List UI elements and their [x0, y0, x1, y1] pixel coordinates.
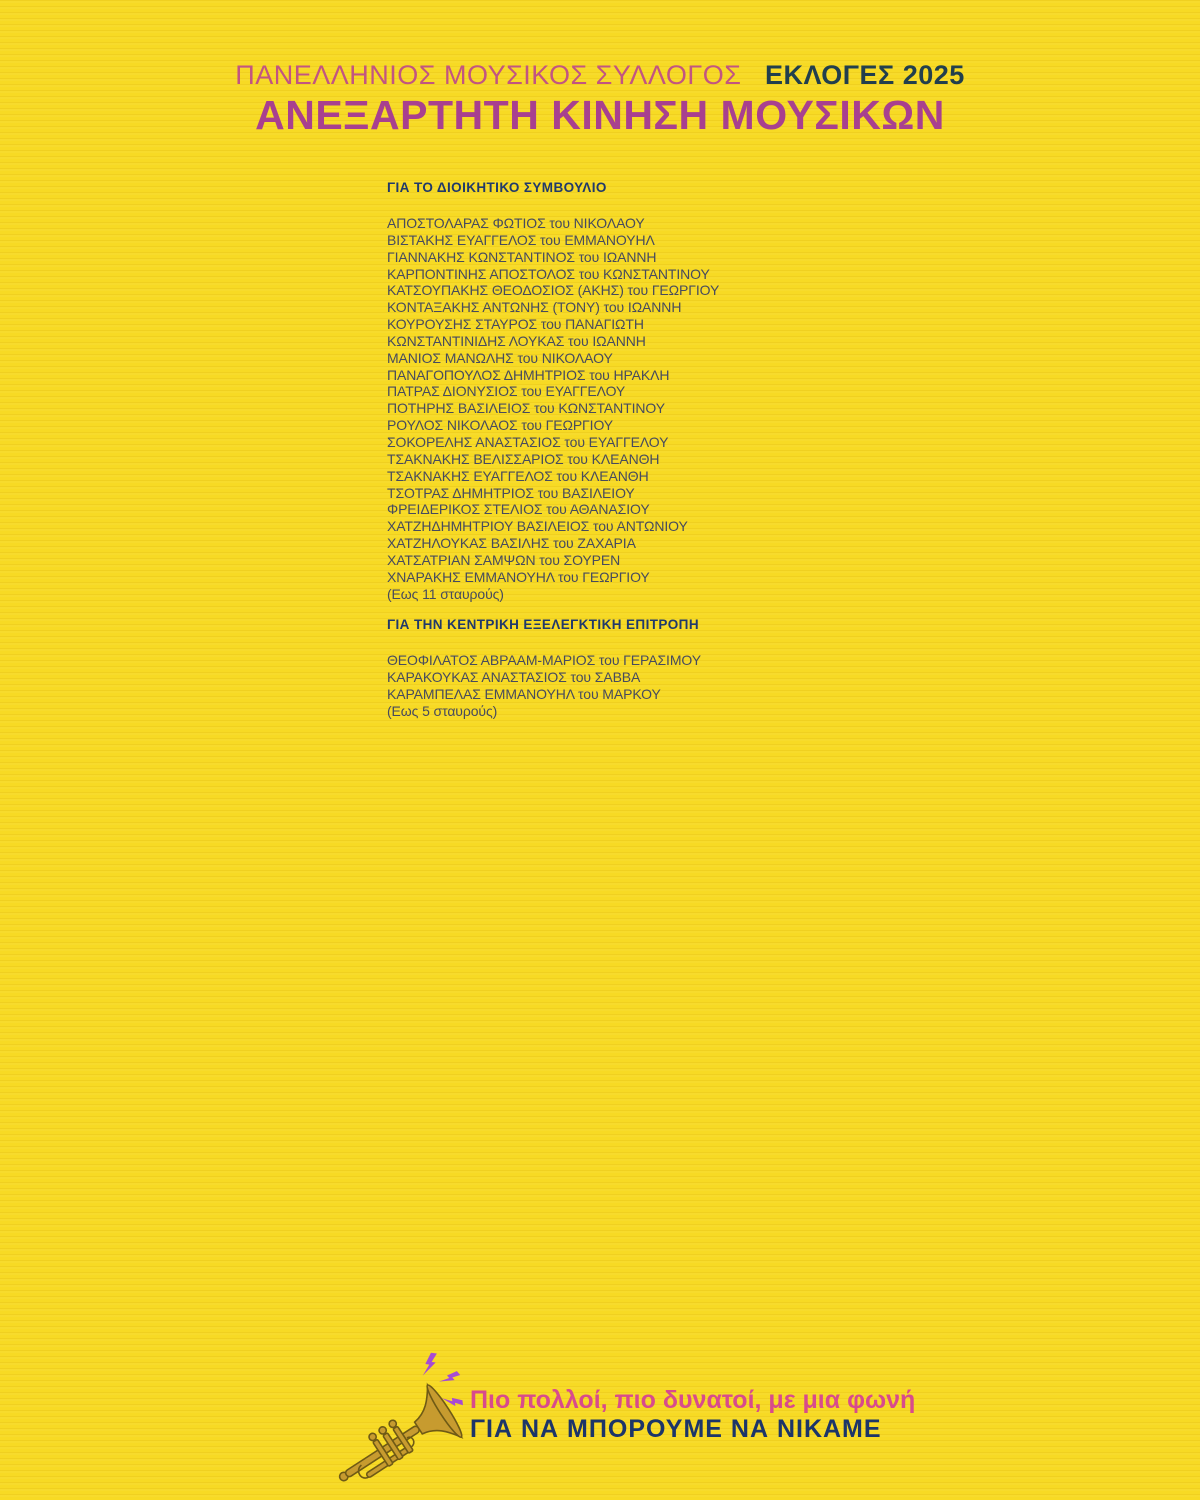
slogan-line-1: Πιο πολλοί, πιο δυνατοί, με μια φωνή: [470, 1386, 916, 1414]
committee-section-heading: ΓΙΑ ΤΗΝ ΚΕΝΤΡΙΚΗ ΕΞΕΛΕΓΚΤΙΚΗ ΕΠΙΤΡΟΠΗ: [387, 617, 699, 633]
candidate-row: ΠΟΤΗΡΗΣ ΒΑΣΙΛΕΙΟΣ του ΚΩΝΣΤΑΝΤΙΝΟΥ: [387, 400, 666, 417]
candidate-row: ΚΑΤΣΟΥΠΑΚΗΣ ΘΕΟΔΟΣΙΟΣ (ΑΚΗΣ) του ΓΕΩΡΓΙΟΥ: [387, 282, 720, 299]
committee-candidate-list: [387, 652, 1007, 703]
candidate-row: ΒΙΣΤΑΚΗΣ ΕΥΑΓΓΕΛΟΣ του ΕΜΜΑΝΟΥΗΛ: [387, 231, 655, 248]
committee-cross-limit-note: (Εως 5 σταυρούς): [387, 702, 498, 719]
candidate-row: ΚΑΡΑΚΟΥΚΑΣ ΑΝΑΣΤΑΣΙΟΣ του ΣΑΒΒΑ: [387, 669, 641, 686]
candidate-row: ΧΑΤΖΗΛΟΥΚΑΣ ΒΑΣΙΛΗΣ του ΖΑΧΑΡΙΑ: [387, 535, 636, 552]
candidate-row: ΤΣΑΚΝΑΚΗΣ ΕΥΑΓΓΕΛΟΣ του ΚΛΕΑΝΘΗ: [387, 467, 649, 484]
footer-slogan: [470, 1386, 915, 1444]
candidate-row: ΡΟΥΛΟΣ ΝΙΚΟΛΑΟΣ του ΓΕΩΡΓΙΟΥ: [387, 417, 614, 434]
candidate-row: ΚΑΡΠΟΝΤΙΝΗΣ ΑΠΟΣΤΟΛΟΣ του ΚΩΝΣΤΑΝΤΙΝΟΥ: [387, 265, 710, 282]
candidate-row: ΑΠΟΣΤΟΛΑΡΑΣ ΦΩΤΙΟΣ του ΝΙΚΟΛΑΟΥ: [387, 215, 645, 231]
candidate-row: ΤΣΑΚΝΑΚΗΣ ΒΕΛΙΣΣΑΡΙΟΣ του ΚΛΕΑΝΘΗ: [387, 450, 660, 467]
election-year: ΕΚΛΟΓΕΣ 2025: [764, 60, 965, 90]
candidate-row: ΦΡΕΙΔΕΡΙΚΟΣ ΣΤΕΛΙΟΣ του ΑΘΑΝΑΣΙΟΥ: [387, 501, 650, 518]
committee-section: [387, 617, 1007, 719]
organization-name: ΠΑΝΕΛΛΗΝΙΟΣ ΜΟΥΣΙΚΟΣ ΣΥΛΛΟΓΟΣ: [235, 60, 742, 90]
board-cross-limit-note: (Εως 11 σταυρούς): [387, 585, 504, 602]
board-candidate-list: [387, 215, 1007, 586]
candidate-row: ΧΑΤΖΗΔΗΜΗΤΡΙΟΥ ΒΑΣΙΛΕΙΟΣ του ΑΝΤΩΝΙΟΥ: [387, 518, 688, 535]
board-section-heading: ΓΙΑ ΤΟ ΔΙΟΙΚΗΤΙΚΟ ΣΥΜΒΟΥΛΙΟ: [387, 180, 607, 195]
trumpet-icon: [330, 1350, 488, 1486]
candidate-row: ΜΑΝΙΟΣ ΜΑΝΩΛΗΣ του ΝΙΚΟΛΑΟΥ: [387, 349, 613, 366]
candidate-row: ΣΟΚΟΡΕΛΗΣ ΑΝΑΣΤΑΣΙΟΣ του ΕΥΑΓΓΕΛΟΥ: [387, 433, 669, 450]
slogan-line-2: ΓΙΑ ΝΑ ΜΠΟΡΟΥΜΕ ΝΑ ΝΙΚΑΜΕ: [470, 1415, 882, 1443]
page-title: ΑΝΕΞΑΡΤΗΤΗ ΚΙΝΗΣΗ ΜΟΥΣΙΚΩΝ: [255, 92, 945, 138]
candidate-row: ΚΟΝΤΑΞΑΚΗΣ ΑΝΤΩΝΗΣ (ΤΟΝΥ) του ΙΩΑΝΝΗ: [387, 299, 682, 316]
candidate-row: ΘΕΟΦΙΛΑΤΟΣ ΑΒΡΑΑΜ-ΜΑΡΙΟΣ του ΓΕΡΑΣΙΜΟΥ: [387, 652, 701, 669]
candidate-columns: [387, 180, 1007, 720]
footer-artwork: [330, 1350, 488, 1486]
candidate-row: ΤΣΟΤΡΑΣ ΔΗΜΗΤΡΙΟΣ του ΒΑΣΙΛΕΙΟΥ: [387, 484, 635, 501]
header-line: [0, 60, 1200, 90]
candidate-row: ΠΑΤΡΑΣ ΔΙΟΝΥΣΙΟΣ του ΕΥΑΓΓΕΛΟΥ: [387, 383, 626, 400]
candidate-row: ΧΑΤΣΑΤΡΙΑΝ ΣΑΜΨΩΝ του ΣΟΥΡΕΝ: [387, 551, 621, 568]
candidate-row: ΧΝΑΡΑΚΗΣ ΕΜΜΑΝΟΥΗΛ του ΓΕΩΡΓΙΟΥ: [387, 568, 650, 585]
candidate-row: ΚΑΡΑΜΠΕΛΑΣ ΕΜΜΑΝΟΥΗΛ του ΜΑΡΚΟΥ: [387, 686, 661, 703]
candidate-row: ΚΟΥΡΟΥΣΗΣ ΣΤΑΥΡΟΣ του ΠΑΝΑΓΙΩΤΗ: [387, 316, 644, 333]
candidate-row: ΓΙΑΝΝΑΚΗΣ ΚΩΝΣΤΑΝΤΙΝΟΣ του ΙΩΑΝΝΗ: [387, 248, 657, 265]
candidate-row: ΚΩΝΣΤΑΝΤΙΝΙΔΗΣ ΛΟΥΚΑΣ του ΙΩΑΝΝΗ: [387, 332, 646, 349]
board-section: [387, 180, 1007, 602]
candidate-row: ΠΑΝΑΓΟΠΟΥΛΟΣ ΔΗΜΗΤΡΙΟΣ του ΗΡΑΚΛΗ: [387, 366, 670, 383]
